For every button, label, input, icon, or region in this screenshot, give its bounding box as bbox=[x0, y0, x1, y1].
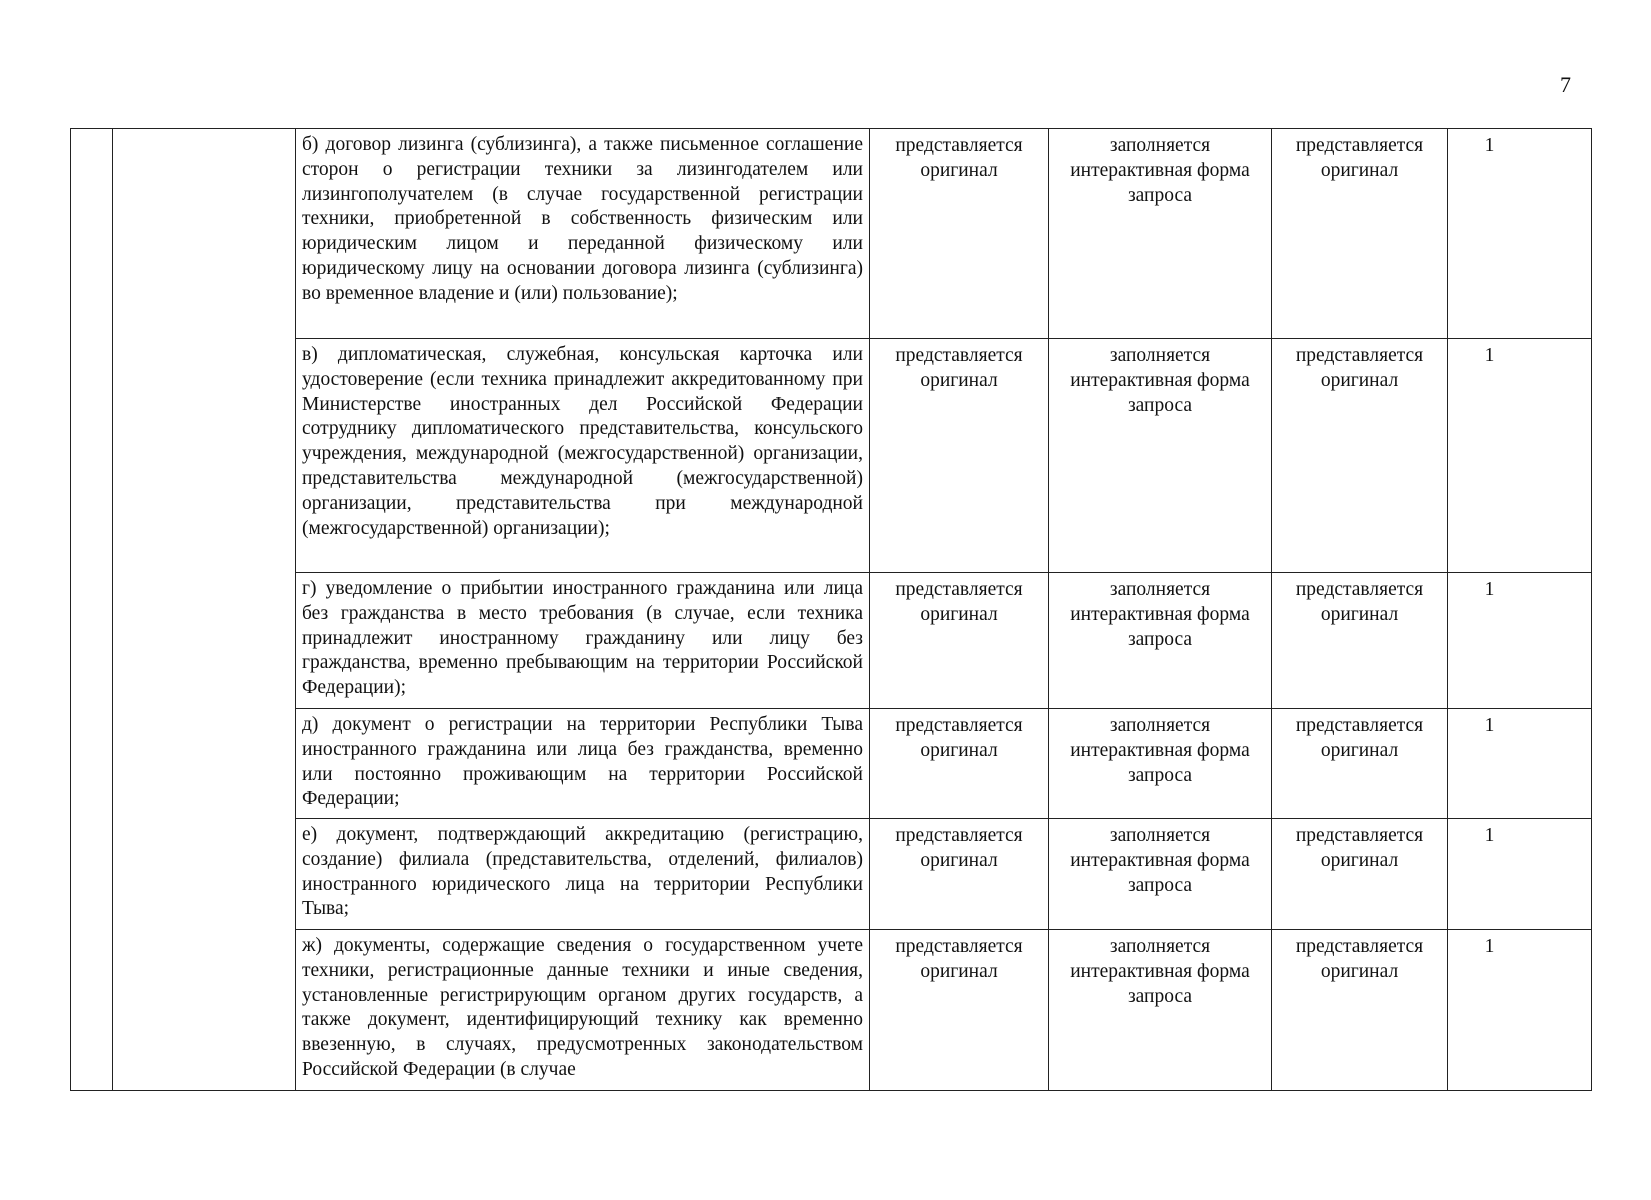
interactive-form-cell: заполняется интерактивная форма запроса bbox=[1049, 339, 1272, 573]
document-description: г) уведомление о прибытии иностранного гражданина или лица без гражданства в место требования (в случае, если техника принадлежит иностранному гражданину или лицу без гражданства, временно пребывающим на территории Российской Федерации); bbox=[296, 573, 870, 709]
submission-form-cell: представляется оригинал bbox=[870, 819, 1049, 930]
copies-count-cell: 1 bbox=[1448, 709, 1592, 819]
number-cell bbox=[71, 129, 113, 1091]
document-description: ж) документы, содержащие сведения о государственном учете техники, регистрационные данные техники и иные сведения, установленные регистрирующим органом других государств, а также документ, идентифицирующий технику как временно ввезенную, в случаях, предусмотренных законодательством Российской Федерации (в случае bbox=[296, 930, 870, 1091]
document-table bbox=[70, 128, 1592, 1091]
copies-count-cell: 1 bbox=[1448, 339, 1592, 573]
table-row bbox=[71, 930, 1592, 1091]
submission-original-cell: представляется оригинал bbox=[1272, 819, 1448, 930]
table-row bbox=[71, 819, 1592, 930]
document-description: б) договор лизинга (сублизинга), а также письменное соглашение сторон о регистрации техники за лизингодателем или лизингополучателем (в случае государственной регистрации техники, приобретенной в собственность физическим или юридическим лицом и переданной физическому или юридическому лицу на основании договора лизинга (сублизинга) во временное владение и (или) пользование); bbox=[296, 129, 870, 339]
document-description: д) документ о регистрации на территории Республики Тыва иностранного гражданина или лица без гражданства, временно или постоянно проживающим на территории Российской Федерации; bbox=[296, 709, 870, 819]
submission-original-cell: представляется оригинал bbox=[1272, 573, 1448, 709]
submission-form-cell: представляется оригинал bbox=[870, 930, 1049, 1091]
table-row bbox=[71, 709, 1592, 819]
copies-count-cell: 1 bbox=[1448, 930, 1592, 1091]
submission-original-cell: представляется оригинал bbox=[1272, 129, 1448, 339]
interactive-form-cell: заполняется интерактивная форма запроса bbox=[1049, 573, 1272, 709]
submission-original-cell: представляется оригинал bbox=[1272, 930, 1448, 1091]
interactive-form-cell: заполняется интерактивная форма запроса bbox=[1049, 129, 1272, 339]
table-row bbox=[71, 129, 1592, 339]
copies-count-cell: 1 bbox=[1448, 819, 1592, 930]
service-cell bbox=[113, 129, 296, 1091]
copies-count-cell: 1 bbox=[1448, 129, 1592, 339]
submission-original-cell: представляется оригинал bbox=[1272, 339, 1448, 573]
table-row bbox=[71, 339, 1592, 573]
table-row bbox=[71, 573, 1592, 709]
submission-form-cell: представляется оригинал bbox=[870, 573, 1049, 709]
document-description: в) дипломатическая, служебная, консульская карточка или удостоверение (если техника принадлежит аккредитованному при Министерстве иностранных дел Российской Федерации сотруднику дипломатического представительства, консульского учреждения, международной (межгосударственной) организации, представительства международной (межгосударственной) организации, представительства при международной (межгосударственной) организации); bbox=[296, 339, 870, 573]
page-number: 7 bbox=[1560, 72, 1571, 97]
submission-form-cell: представляется оригинал bbox=[870, 709, 1049, 819]
copies-count-cell: 1 bbox=[1448, 573, 1592, 709]
interactive-form-cell: заполняется интерактивная форма запроса bbox=[1049, 709, 1272, 819]
submission-original-cell: представляется оригинал bbox=[1272, 709, 1448, 819]
submission-form-cell: представляется оригинал bbox=[870, 129, 1049, 339]
interactive-form-cell: заполняется интерактивная форма запроса bbox=[1049, 930, 1272, 1091]
document-description: е) документ, подтверждающий аккредитацию (регистрацию, создание) филиала (представительства, отделений, филиалов) иностранного юридического лица на территории Республики Тыва; bbox=[296, 819, 870, 930]
submission-form-cell: представляется оригинал bbox=[870, 339, 1049, 573]
interactive-form-cell: заполняется интерактивная форма запроса bbox=[1049, 819, 1272, 930]
